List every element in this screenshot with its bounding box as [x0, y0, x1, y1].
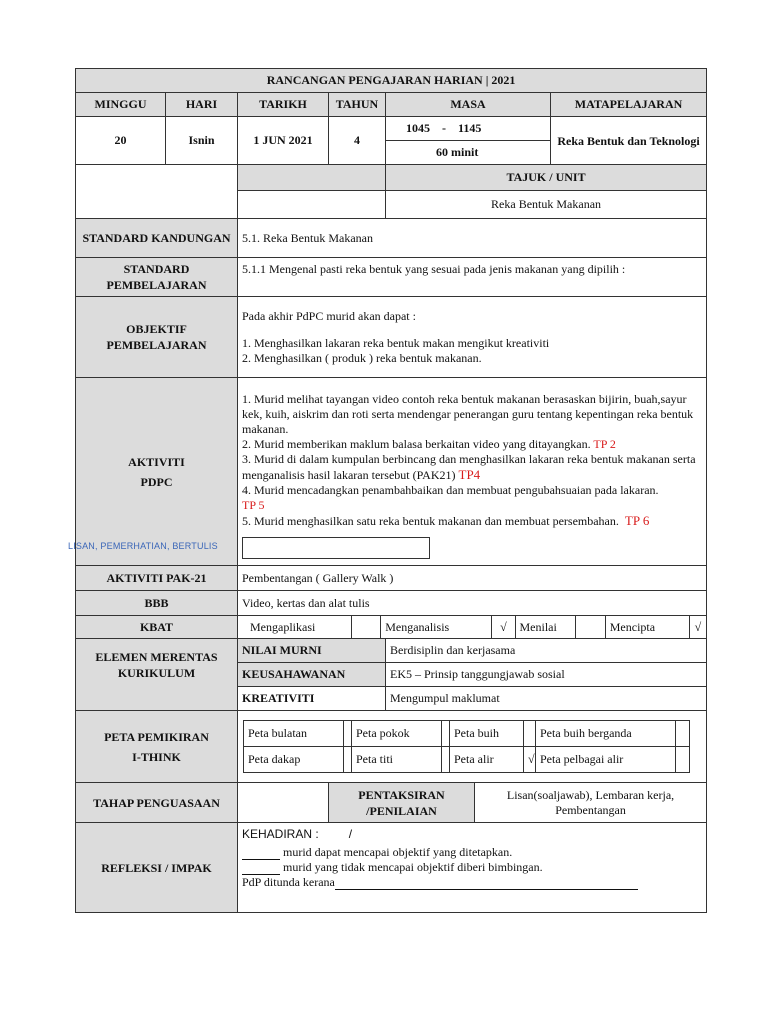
- kbat-options: [238, 616, 707, 639]
- aktiviti-line-4: 4. Murid mencadangkan penambahbaikan dan membuat pengubahsuaian pada lakaran.: [242, 483, 659, 497]
- kbat-mencipta-check[interactable]: √: [689, 616, 706, 638]
- lesson-plan-table: [75, 68, 707, 913]
- kbat-table: [238, 616, 706, 638]
- refleksi-line-1: [242, 845, 702, 860]
- kehadiran-line: [242, 827, 702, 842]
- standard-pembelajaran-label: STANDARD PEMBELAJARAN: [76, 258, 238, 297]
- kbat-mengaplikasi-check[interactable]: [351, 616, 380, 638]
- refleksi-label: REFLEKSI / IMPAK: [76, 823, 238, 913]
- standard-kandungan-label: STANDARD KANDUNGAN: [76, 219, 238, 258]
- tp2-badge: TP 2: [593, 437, 616, 451]
- tajuk-blank-header: [238, 165, 386, 191]
- refleksi-line-1-text: murid dapat mencapai objektif yang ditetapkan.: [283, 845, 513, 859]
- ithink-peta-dakap: Peta dakap: [244, 747, 344, 773]
- tajuk-label: TAJUK / UNIT: [386, 165, 707, 191]
- bbb-label: BBB: [76, 591, 238, 616]
- header-tahun: TAHUN: [329, 93, 386, 117]
- tahap-label: TAHAP PENGUASAAN: [76, 783, 238, 823]
- header-masa: MASA: [386, 93, 551, 117]
- header-tarikh: TARIKH: [238, 93, 329, 117]
- hari-value: Isnin: [166, 117, 238, 165]
- plan-title: RANCANGAN PENGAJARAN HARIAN | 2021: [76, 69, 707, 93]
- aktiviti-line-2: [242, 437, 702, 452]
- aktiviti-line-5-text: 5. Murid menghasilkan satu reka bentuk makanan dan membuat persembahan.: [242, 514, 619, 528]
- kbat-mencipta: Mencipta: [605, 616, 689, 638]
- minggu-value: 20: [76, 117, 166, 165]
- kbat-menilai: Menilai: [515, 616, 576, 638]
- kbat-menganalisis-check[interactable]: √: [492, 616, 515, 638]
- ithink-label-2: I-THINK: [132, 749, 181, 764]
- ithink-peta-alir: Peta alir: [450, 747, 524, 773]
- ithink-peta-bulatan-check[interactable]: [344, 721, 352, 747]
- ithink-peta-buih-berganda-check[interactable]: [676, 721, 690, 747]
- pak21-label: AKTIVITI PAK-21: [76, 566, 238, 591]
- ithink-peta-titi-check[interactable]: [442, 747, 450, 773]
- bbb-value: Video, kertas dan alat tulis: [238, 591, 707, 616]
- ithink-label: [76, 711, 238, 783]
- objektif-item-2: 2. Menghasilkan ( produk ) reka bentuk makanan.: [242, 351, 482, 365]
- elemen-key-kreativiti: KREATIVITI: [238, 687, 386, 711]
- masa-start: 1045: [406, 121, 430, 135]
- kehadiran-slash: /: [348, 827, 353, 841]
- aktiviti-line-2-text: 2. Murid memberikan maklum balasa berkaitan video yang ditayangkan.: [242, 437, 591, 451]
- ithink-peta-titi: Peta titi: [352, 747, 442, 773]
- ithink-peta-buih-berganda: Peta buih berganda: [536, 721, 676, 747]
- elemen-key-nilai: NILAI MURNI: [238, 639, 386, 663]
- refleksi-line-3: [242, 875, 702, 890]
- elemen-value-kreativiti: Mengumpul maklumat: [386, 687, 707, 711]
- aktiviti-label-1: AKTIVITI: [128, 454, 185, 469]
- aktiviti-line-1: 1. Murid melihat tayangan video contoh reka bentuk makanan berasaskan bijirin, buah,sayur kek, kuih, aiskrim dan roti serta mendengar penerangan guru tentang kepentingan reka bentuk makanan.: [242, 392, 694, 436]
- refleksi-line-3-text: PdP ditunda kerana: [242, 875, 335, 889]
- ithink-peta-alir-check[interactable]: √: [524, 747, 536, 773]
- masa-end: 1145: [458, 121, 482, 135]
- header-matapelajaran: MATAPELAJARAN: [551, 93, 707, 117]
- aktiviti-line-5: [242, 513, 702, 529]
- tp6-badge: TP 6: [624, 513, 650, 528]
- refleksi-content: [238, 823, 707, 913]
- kbat-menilai-check[interactable]: [576, 616, 605, 638]
- tp5-badge: TP 5: [242, 498, 265, 512]
- kbat-label: KBAT: [76, 616, 238, 639]
- elemen-label: ELEMEN MERENTAS KURIKULUM: [76, 639, 238, 711]
- durasi-value: 60 minit: [386, 141, 551, 165]
- aktiviti-label-2: PDPC: [140, 474, 173, 489]
- tp4-badge: TP4: [458, 467, 481, 482]
- ithink-peta-pelbagai-alir-check[interactable]: [676, 747, 690, 773]
- tarikh-value: 1 JUN 2021: [238, 117, 329, 165]
- tajuk-value: Reka Bentuk Makanan: [386, 191, 707, 219]
- standard-kandungan-value: 5.1. Reka Bentuk Makanan: [238, 219, 707, 258]
- aktiviti-content: [238, 378, 707, 566]
- aktiviti-line-3-text: 3. Murid di dalam kumpulan berbincang dan menghasilkan lakaran reka bentuk makanan serta menganalisis hasil lakaran tersebut (PAK21): [242, 452, 696, 482]
- assessment-note: LISAN, PEMERHATIAN, BERTULIS: [68, 541, 218, 551]
- lesson-plan-sheet: [75, 68, 706, 913]
- ithink-peta-pokok-check[interactable]: [442, 721, 450, 747]
- objektif-content: [238, 297, 707, 378]
- refleksi-line-2-text: murid yang tidak mencapai objektif diberi bimbingan.: [283, 860, 543, 874]
- ithink-table: [243, 720, 690, 773]
- refleksi-line-2: [242, 860, 702, 875]
- ithink-peta-pelbagai-alir: Peta pelbagai alir: [536, 747, 676, 773]
- tahun-value: 4: [329, 117, 386, 165]
- masa-range: [386, 117, 551, 141]
- header-minggu: MINGGU: [76, 93, 166, 117]
- elemen-key-keusahawanan: KEUSAHAWANAN: [238, 663, 386, 687]
- objektif-intro: Pada akhir PdPC murid akan dapat :: [242, 309, 416, 323]
- standard-pembelajaran-value: 5.1.1 Mengenal pasti reka bentuk yang sesuai pada jenis makanan yang dipilih :: [238, 258, 707, 297]
- tahap-value[interactable]: [238, 783, 329, 823]
- elemen-value-nilai: Berdisiplin dan kerjasama: [386, 639, 707, 663]
- ithink-label-1: PETA PEMIKIRAN: [104, 729, 209, 744]
- blank-cell: [76, 165, 238, 219]
- header-hari: HARI: [166, 93, 238, 117]
- objektif-label: OBJEKTIF PEMBELAJARAN: [76, 297, 238, 378]
- ithink-peta-pokok: Peta pokok: [352, 721, 442, 747]
- ithink-options: [238, 711, 707, 783]
- kbat-mengaplikasi: Mengaplikasi: [238, 616, 351, 638]
- matapelajaran-value: Reka Bentuk dan Teknologi: [551, 117, 707, 165]
- pentaksiran-value: Lisan(soaljawab), Lembaran kerja, Pembentangan: [475, 783, 707, 823]
- elemen-value-keusahawanan: EK5 – Prinsip tanggungjawab sosial: [386, 663, 707, 687]
- header-row: [76, 93, 707, 117]
- masa-dash: -: [442, 121, 446, 135]
- aktiviti-label: [76, 378, 238, 566]
- aktiviti-empty-box[interactable]: [242, 537, 430, 559]
- aktiviti-line-3: [242, 452, 702, 483]
- ithink-peta-buih: Peta buih: [450, 721, 524, 747]
- tajuk-blank-value: [238, 191, 386, 219]
- objektif-item-1: 1. Menghasilkan lakaran reka bentuk makan mengikut kreativiti: [242, 336, 550, 350]
- kbat-menganalisis: Menganalisis: [381, 616, 492, 638]
- pak21-value: Pembentangan ( Gallery Walk ): [238, 566, 707, 591]
- refleksi-blank-3[interactable]: [335, 889, 638, 890]
- ithink-peta-bulatan: Peta bulatan: [244, 721, 344, 747]
- ithink-peta-dakap-check[interactable]: [344, 747, 352, 773]
- ithink-peta-buih-check[interactable]: [524, 721, 536, 747]
- kehadiran-label: KEHADIRAN :: [242, 827, 319, 841]
- pentaksiran-label: PENTAKSIRAN /PENILAIAN: [329, 783, 475, 823]
